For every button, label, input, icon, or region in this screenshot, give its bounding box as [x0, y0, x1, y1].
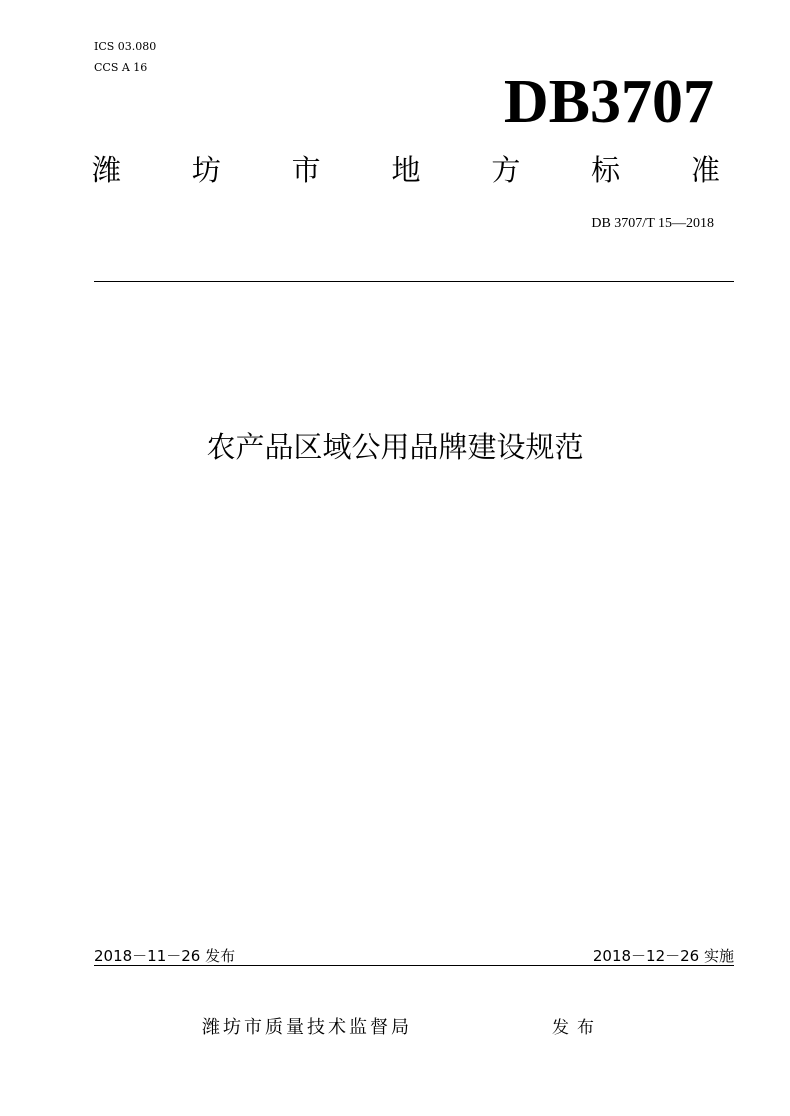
issue-label: 发布 — [552, 1018, 602, 1038]
standard-type-char: 标 — [591, 153, 621, 187]
standard-type-char: 方 — [491, 153, 521, 187]
standard-type-char: 地 — [391, 153, 421, 187]
header-divider — [94, 281, 734, 282]
standard-type — [92, 150, 720, 190]
db-code: DB3707 — [503, 68, 714, 136]
standard-type-char: 市 — [291, 153, 321, 187]
footer-divider — [94, 965, 734, 966]
implementation-date: 2018－12－26 实施 — [592, 947, 734, 965]
ics-code: ICS 03.080 — [94, 40, 157, 53]
ccs-code: CCS A 16 — [94, 61, 148, 74]
standard-type-char: 准 — [690, 153, 720, 187]
standard-type-char: 潍 — [92, 153, 122, 187]
standard-type-char: 坊 — [191, 153, 221, 187]
issue-date: 2018－11－26 发布 — [94, 947, 236, 965]
issuing-authority: 潍坊市质量技术监督局 — [202, 1017, 412, 1038]
standard-number: DB 3707/T 15—2018 — [591, 216, 714, 231]
document-title: 农产品区域公用品牌建设规范 — [206, 430, 584, 464]
